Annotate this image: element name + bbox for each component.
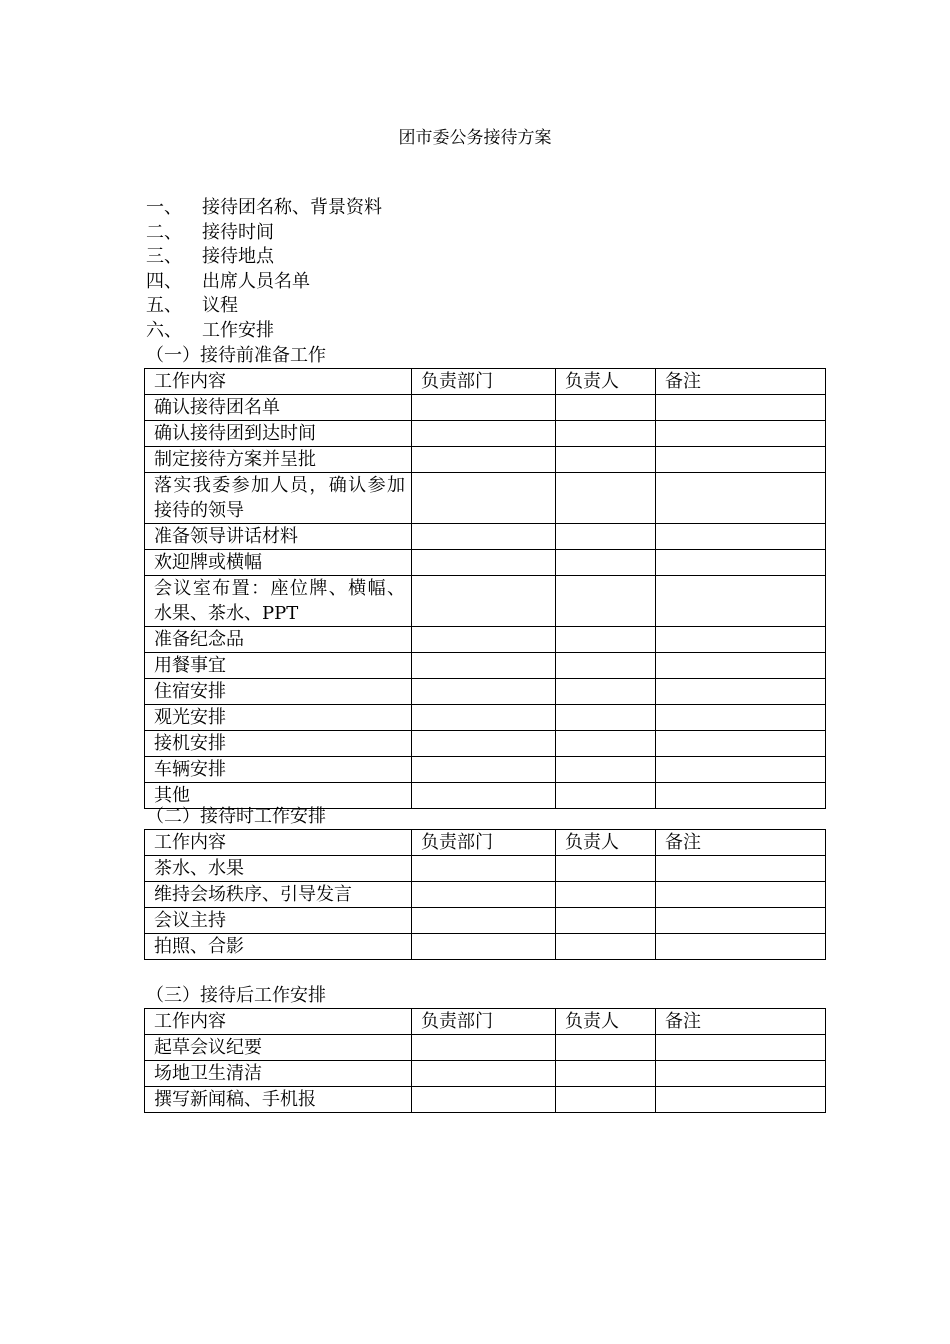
table-row	[145, 395, 826, 421]
table-row	[145, 653, 826, 679]
cell-remark	[656, 550, 826, 576]
table-during-reception	[144, 829, 826, 960]
cell-department	[412, 783, 556, 809]
row-content: 拍照、合影	[145, 934, 412, 960]
outline-item	[146, 245, 382, 270]
cell-remark	[656, 757, 826, 783]
table-header-row	[145, 369, 826, 395]
row-content: 茶水、水果	[145, 856, 412, 882]
table-row	[145, 934, 826, 960]
row-content: 场地卫生清洁	[145, 1061, 412, 1087]
outline-number: 一、	[146, 197, 182, 218]
row-content: 准备领导讲话材料	[145, 524, 412, 550]
table-header-row	[145, 1009, 826, 1035]
row-content: 确认接待团到达时间	[145, 421, 412, 447]
table-row	[145, 473, 826, 524]
cell-person	[556, 705, 656, 731]
cell-remark	[656, 908, 826, 934]
cell-remark	[656, 1087, 826, 1113]
cell-department	[412, 576, 556, 627]
section-heading-after: （三）接待后工作安排	[146, 985, 326, 1006]
row-content: 确认接待团名单	[145, 395, 412, 421]
cell-department	[412, 908, 556, 934]
cell-remark	[656, 731, 826, 757]
cell-remark	[656, 1035, 826, 1061]
row-content: 维持会场秩序、引导发言	[145, 882, 412, 908]
section-heading-before: （一）接待前准备工作	[146, 345, 326, 366]
table-row	[145, 757, 826, 783]
cell-department	[412, 705, 556, 731]
row-content: 落实我委参加人员，确认参加接待的领导	[145, 473, 412, 524]
row-content: 欢迎牌或横幅	[145, 550, 412, 576]
outline-text: 接待地点	[202, 246, 274, 267]
row-content: 接机安排	[145, 731, 412, 757]
header-remark: 备注	[656, 830, 826, 856]
cell-department	[412, 934, 556, 960]
row-content: 撰写新闻稿、手机报	[145, 1087, 412, 1113]
row-content: 准备纪念品	[145, 627, 412, 653]
table-row	[145, 908, 826, 934]
cell-person	[556, 653, 656, 679]
header-department: 负责部门	[412, 1009, 556, 1035]
header-remark: 备注	[656, 369, 826, 395]
cell-person	[556, 524, 656, 550]
outline-item	[146, 294, 382, 319]
cell-department	[412, 473, 556, 524]
cell-person	[556, 627, 656, 653]
row-content: 车辆安排	[145, 757, 412, 783]
outline-text: 接待团名称、背景资料	[202, 197, 382, 218]
cell-remark	[656, 653, 826, 679]
cell-person	[556, 731, 656, 757]
table-header-row	[145, 830, 826, 856]
outline-list	[146, 196, 382, 343]
table-row	[145, 783, 826, 809]
row-content: 会议室布置：座位牌、横幅、水果、茶水、PPT	[145, 576, 412, 627]
header-department: 负责部门	[412, 830, 556, 856]
cell-person	[556, 679, 656, 705]
cell-remark	[656, 395, 826, 421]
cell-department	[412, 550, 556, 576]
outline-text: 出席人员名单	[202, 270, 310, 292]
header-content: 工作内容	[145, 369, 412, 395]
outline-text: 工作安排	[202, 319, 274, 341]
table-after-reception	[144, 1008, 826, 1113]
cell-person	[556, 856, 656, 882]
cell-person	[556, 395, 656, 421]
cell-person	[556, 447, 656, 473]
outline-item	[146, 221, 382, 246]
row-content: 制定接待方案并呈批	[145, 447, 412, 473]
cell-remark	[656, 1061, 826, 1087]
cell-department	[412, 653, 556, 679]
cell-department	[412, 856, 556, 882]
table-row	[145, 627, 826, 653]
cell-remark	[656, 447, 826, 473]
cell-department	[412, 524, 556, 550]
cell-department	[412, 1035, 556, 1061]
cell-person	[556, 550, 656, 576]
row-content: 起草会议纪要	[145, 1035, 412, 1061]
cell-remark	[656, 421, 826, 447]
row-content: 用餐事宜	[145, 653, 412, 679]
outline-text: 接待时间	[202, 221, 274, 243]
table-row	[145, 705, 826, 731]
cell-person	[556, 1035, 656, 1061]
outline-number: 六、	[146, 319, 182, 341]
header-content: 工作内容	[145, 830, 412, 856]
table-row	[145, 421, 826, 447]
cell-person	[556, 783, 656, 809]
outline-number: 三、	[146, 246, 182, 267]
table-row	[145, 679, 826, 705]
header-person: 负责人	[556, 369, 656, 395]
cell-department	[412, 627, 556, 653]
table-row	[145, 524, 826, 550]
cell-person	[556, 1061, 656, 1087]
table-row	[145, 576, 826, 627]
table-row	[145, 1035, 826, 1061]
cell-person	[556, 1087, 656, 1113]
row-content: 其他	[145, 783, 412, 809]
cell-remark	[656, 856, 826, 882]
row-content: 会议主持	[145, 908, 412, 934]
table-row	[145, 1087, 826, 1113]
header-content: 工作内容	[145, 1009, 412, 1035]
section-heading-during: （二）接待时工作安排	[146, 806, 326, 827]
outline-text: 议程	[202, 295, 238, 316]
row-content: 观光安排	[145, 705, 412, 731]
table-row	[145, 447, 826, 473]
outline-item	[146, 319, 382, 344]
cell-department	[412, 421, 556, 447]
cell-department	[412, 395, 556, 421]
cell-remark	[656, 473, 826, 524]
cell-remark	[656, 576, 826, 627]
cell-department	[412, 679, 556, 705]
outline-number: 四、	[146, 270, 182, 292]
cell-remark	[656, 882, 826, 908]
table-row	[145, 856, 826, 882]
header-department: 负责部门	[412, 369, 556, 395]
outline-number: 五、	[146, 295, 182, 316]
outline-item	[146, 196, 382, 221]
cell-remark	[656, 679, 826, 705]
cell-person	[556, 757, 656, 783]
row-content: 住宿安排	[145, 679, 412, 705]
cell-person	[556, 882, 656, 908]
cell-department	[412, 1087, 556, 1113]
cell-remark	[656, 627, 826, 653]
cell-remark	[656, 934, 826, 960]
table-row	[145, 1061, 826, 1087]
header-person: 负责人	[556, 830, 656, 856]
cell-department	[412, 757, 556, 783]
cell-remark	[656, 524, 826, 550]
table-row	[145, 731, 826, 757]
table-row	[145, 882, 826, 908]
cell-department	[412, 447, 556, 473]
cell-department	[412, 882, 556, 908]
cell-person	[556, 421, 656, 447]
cell-person	[556, 473, 656, 524]
cell-remark	[656, 783, 826, 809]
outline-item	[146, 270, 382, 295]
cell-remark	[656, 705, 826, 731]
cell-department	[412, 731, 556, 757]
cell-person	[556, 908, 656, 934]
header-remark: 备注	[656, 1009, 826, 1035]
outline-number: 二、	[146, 221, 182, 243]
cell-person	[556, 934, 656, 960]
table-row	[145, 550, 826, 576]
cell-person	[556, 576, 656, 627]
document-title: 团市委公务接待方案	[398, 128, 552, 148]
header-person: 负责人	[556, 1009, 656, 1035]
table-before-reception	[144, 368, 826, 809]
cell-department	[412, 1061, 556, 1087]
